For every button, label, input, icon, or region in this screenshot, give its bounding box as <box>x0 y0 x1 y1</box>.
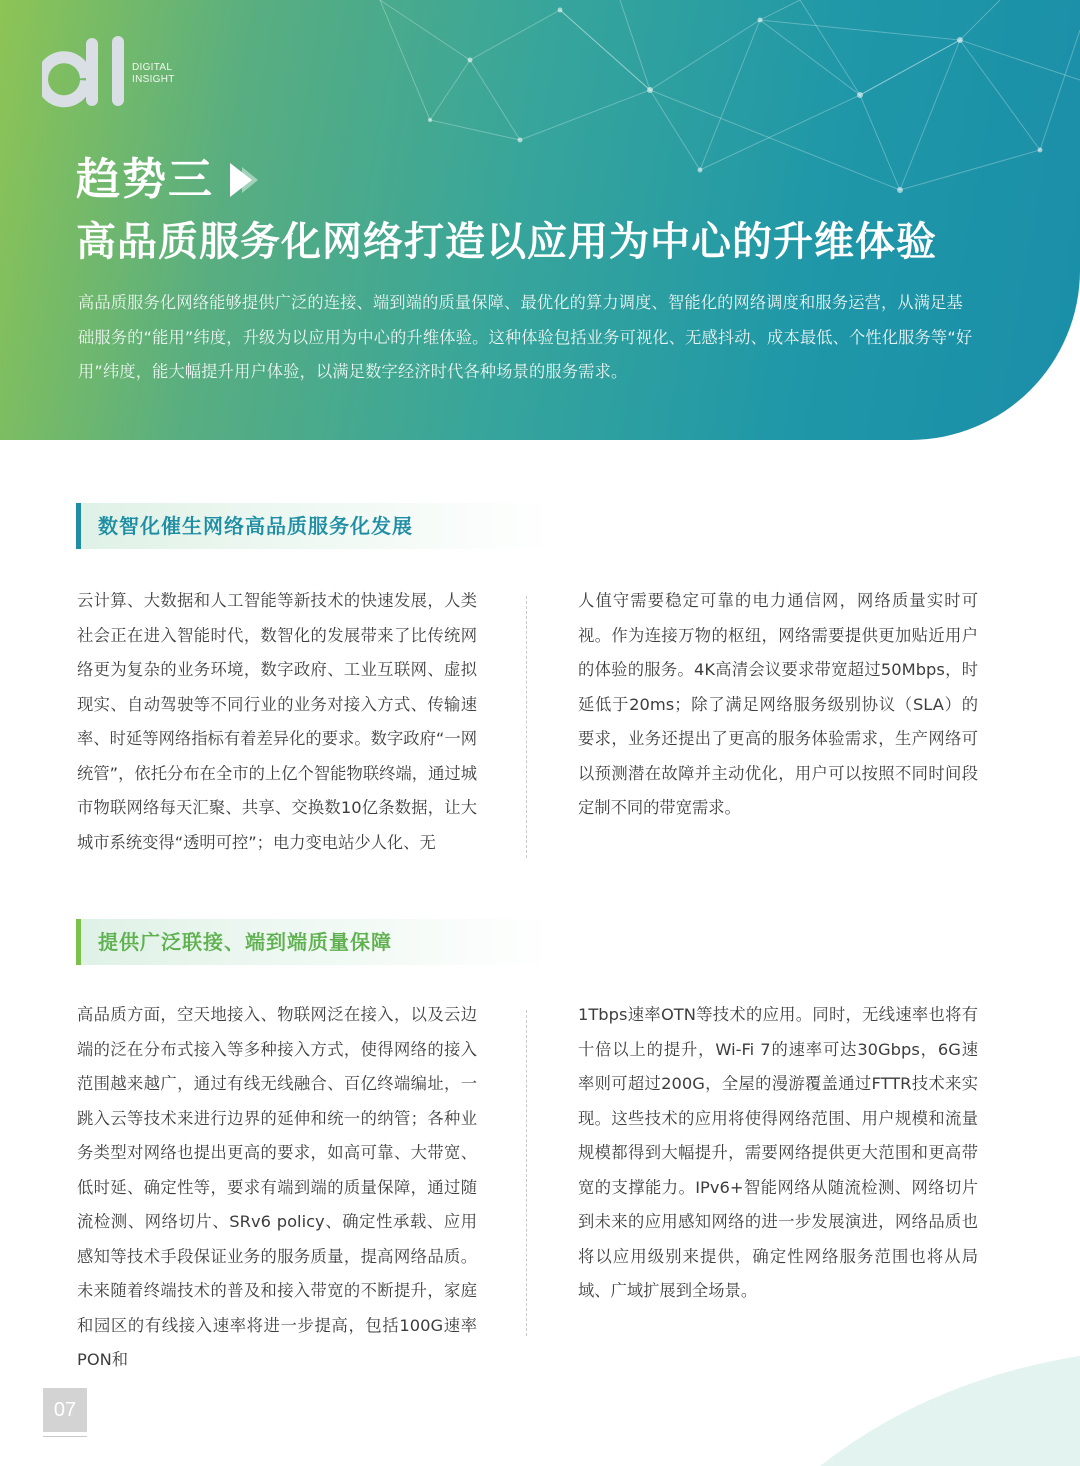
section-title-1: 数智化催生网络高品质服务化发展 <box>98 514 413 538</box>
page-title: 高品质服务化网络打造以应用为中心的升维体验 <box>76 219 937 265</box>
section-header-1 <box>76 503 556 549</box>
di-logo-icon <box>42 30 142 110</box>
logo-line-2: INSIGHT <box>132 74 175 85</box>
column-divider <box>526 596 527 858</box>
section-1-right-column: 人值守需要稳定可靠的电力通信网，网络质量实时可视。作为连接万物的枢纽，网络需要提供更加贴近用户的体验的服务。4K高清会议要求带宽超过50Mbps，时延低于20ms；除了满足网络服务级别协议（SLA）的要求，业务还提出了更高的服务体验需求，生产网络可以预测潜在故障并主动优化，用户可以按照不同时间段定制不同的带宽需求。 <box>578 591 978 817</box>
hero-banner <box>0 0 1080 440</box>
trend-label: 趋势三 <box>76 154 214 205</box>
page-number: 07 <box>43 1388 87 1432</box>
section-accent-bar <box>76 919 81 965</box>
arrow-right-icon <box>230 163 260 197</box>
section-2-left-column: 高品质方面，空天地接入、物联网泛在接入，以及云边端的泛在分布式接入等多种接入方式，使得网络的接入范围越来越广，通过有线无线融合、百亿终端编址，一跳入云等技术来进行边界的延伸和统一的纳管；各种业务类型对网络也提出更高的要求，如高可靠、大带宽、低时延、确定性等，要求有端到端的质量保障，通过随流检测、网络切片、SRv6 policy、确定性承载、应用感知等技术手段保证业务的服务质量，提高网络品质。未来随着终端技术的普及和接入带宽的不断提升，家庭和园区的有线接入速率将进一步提高，包括100G速率PON和 <box>77 1005 477 1369</box>
logo-text <box>132 62 175 86</box>
page-number-underline <box>43 1436 87 1437</box>
section-accent-bar <box>76 503 81 549</box>
column-divider <box>526 1010 527 1336</box>
section-header-2 <box>76 919 556 965</box>
logo-line-1: DIGITAL <box>132 62 173 73</box>
intro-paragraph: 高品质服务化网络能够提供广泛的连接、端到端的质量保障、最优化的算力调度、智能化的网络调度和服务运营，从满足基础服务的“能用”纬度，升级为以应用为中心的升维体验。这种体验包括业务可视化、无感抖动、成本最低、个性化服务等“好用”纬度，能大幅提升用户体验，以满足数字经济时代各种场景的服务需求。 <box>78 293 973 381</box>
section-1-left-column: 云计算、大数据和人工智能等新技术的快速发展，人类社会正在进入智能时代，数智化的发展带来了比传统网络更为复杂的业务环境，数字政府、工业互联网、虚拟现实、自动驾驶等不同行业的业务对接入方式、传输速率、时延等网络指标有着差异化的要求。数字政府“一网统管”，依托分布在全市的上亿个智能物联终端，通过城市物联网络每天汇聚、共享、交换数10亿条数据，让大城市系统变得“透明可控”；电力变电站少人化、无 <box>77 591 477 852</box>
section-2-right-column: 1Tbps速率OTN等技术的应用。同时，无线速率也将有十倍以上的提升，Wi-Fi 7的速率可达30Gbps，6G速率则可超过200G，全屋的漫游覆盖通过FTTR技术来实现。这些技术的应用将使得网络范围、用户规模和流量规模都得到大幅提升，需要网络提供更大范围和更高带宽的支撑能力。IPv6+智能网络从随流检测、网络切片到未来的应用感知网络的进一步发展演进，网络品质也将以应用级别来提供，确定性网络服务范围也将从局域、广域扩展到全场景。 <box>578 1005 978 1300</box>
section-title-2: 提供广泛联接、端到端质量保障 <box>98 930 392 954</box>
